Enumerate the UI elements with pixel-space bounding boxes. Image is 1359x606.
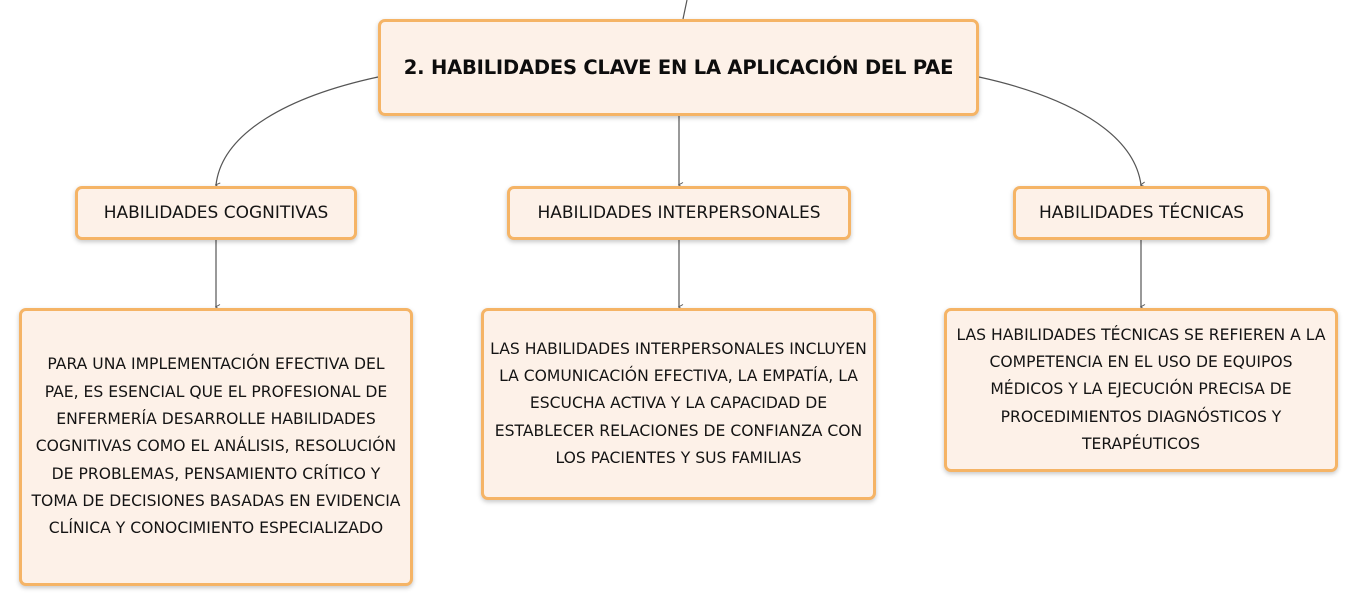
topic-title-cognitivas: HABILIDADES COGNITIVAS: [103, 203, 329, 223]
topic-node-habilidades-cognitivas[interactable]: [75, 186, 357, 240]
description-text-cognitivas: PARA UNA IMPLEMENTACIÓN EFECTIVA DEL PAE, ES ESENCIAL QUE EL PROFESIONAL DE ENFERMERÍA DESARROLLE HABILIDADES COGNITIVAS COMO EL ANÁLISIS, RESOLUCIÓN DE PROBLEMAS, PENSAMIENTO CRÍTICO Y TOMA DE DECISIONES BASADAS EN EVIDENCIA CLÍNICA Y CONOCIMIENTO ESPECIALIZADO: [31, 355, 401, 538]
connector-root-to-tecnicas: [979, 77, 1141, 185]
description-node-tecnicas[interactable]: [944, 308, 1338, 472]
topic-node-habilidades-interpersonales[interactable]: [507, 186, 851, 240]
topic-title-tecnicas: HABILIDADES TÉCNICAS: [1038, 203, 1245, 223]
connector-root-to-cognitivas: [216, 77, 378, 185]
topic-title-interpersonales: HABILIDADES INTERPERSONALES: [537, 203, 821, 223]
description-text-interpersonales: LAS HABILIDADES INTERPERSONALES INCLUYEN LA COMUNICACIÓN EFECTIVA, LA EMPATÍA, LA ESCUCHA ACTIVA Y LA CAPACIDAD DE ESTABLECER RELACIONES DE CONFIANZA CON LOS PACIENTES Y SUS FAMILIAS: [490, 339, 867, 467]
description-text-tecnicas: LAS HABILIDADES TÉCNICAS SE REFIEREN A LA COMPETENCIA EN EL USO DE EQUIPOS MÉDICOS Y LA EJECUCIÓN PRECISA DE PROCEDIMIENTOS DIAGNÓSTICOS Y TERAPÉUTICOS: [956, 325, 1326, 453]
root-topic-title: 2. HABILIDADES CLAVE EN LA APLICACIÓN DEL PAE: [403, 56, 954, 79]
root-topic-node[interactable]: [378, 19, 979, 116]
description-node-interpersonales[interactable]: [481, 308, 876, 500]
description-node-cognitivas[interactable]: [19, 308, 413, 586]
connector-parent-to-root: [683, 0, 687, 19]
topic-node-habilidades-tecnicas[interactable]: [1013, 186, 1270, 240]
